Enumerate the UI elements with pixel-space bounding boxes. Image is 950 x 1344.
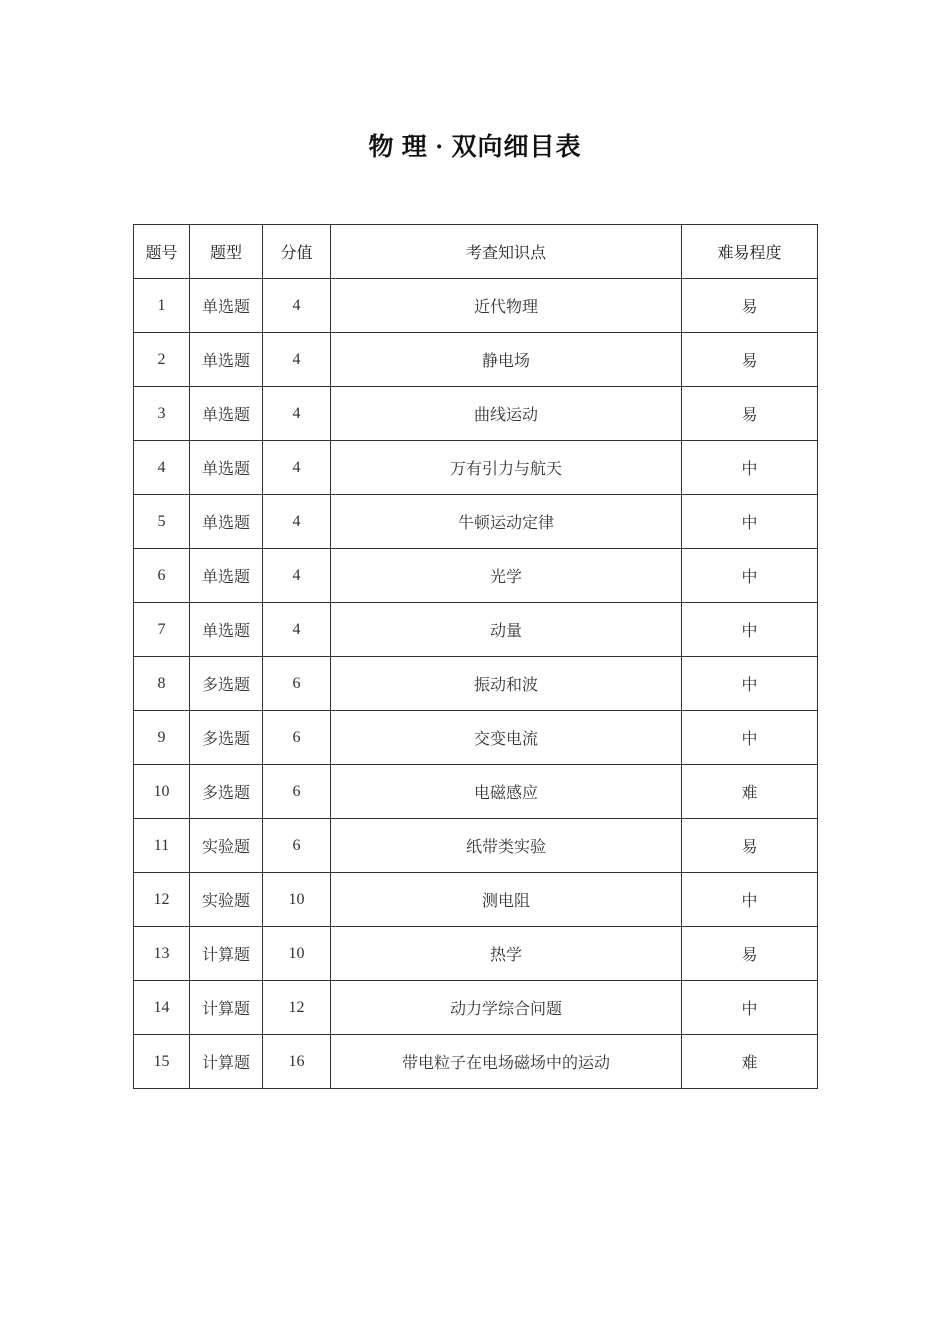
cell-score: 4 <box>263 549 331 603</box>
cell-knowledge-point: 动力学综合问题 <box>331 981 682 1035</box>
table-row <box>134 765 818 819</box>
cell-question-number: 7 <box>134 603 190 657</box>
cell-question-type: 单选题 <box>190 495 263 549</box>
cell-question-type: 实验题 <box>190 819 263 873</box>
table-row <box>134 333 818 387</box>
cell-difficulty: 难 <box>682 765 818 819</box>
cell-question-type: 多选题 <box>190 711 263 765</box>
cell-score: 4 <box>263 441 331 495</box>
cell-difficulty: 易 <box>682 927 818 981</box>
cell-question-type: 多选题 <box>190 765 263 819</box>
cell-difficulty: 中 <box>682 981 818 1035</box>
table-row <box>134 387 818 441</box>
cell-score: 6 <box>263 657 331 711</box>
cell-difficulty: 中 <box>682 495 818 549</box>
cell-knowledge-point: 交变电流 <box>331 711 682 765</box>
cell-question-number: 2 <box>134 333 190 387</box>
header-difficulty: 难易程度 <box>682 225 818 279</box>
cell-question-type: 单选题 <box>190 387 263 441</box>
cell-question-number: 10 <box>134 765 190 819</box>
cell-question-type: 计算题 <box>190 1035 263 1089</box>
cell-score: 6 <box>263 819 331 873</box>
cell-score: 4 <box>263 603 331 657</box>
table-body <box>134 279 818 1089</box>
table-row <box>134 495 818 549</box>
cell-knowledge-point: 电磁感应 <box>331 765 682 819</box>
cell-score: 12 <box>263 981 331 1035</box>
cell-knowledge-point: 曲线运动 <box>331 387 682 441</box>
cell-question-type: 计算题 <box>190 981 263 1035</box>
cell-question-type: 计算题 <box>190 927 263 981</box>
cell-score: 16 <box>263 1035 331 1089</box>
cell-difficulty: 中 <box>682 603 818 657</box>
cell-score: 4 <box>263 333 331 387</box>
cell-knowledge-point: 牛顿运动定律 <box>331 495 682 549</box>
header-score: 分值 <box>263 225 331 279</box>
cell-question-type: 单选题 <box>190 279 263 333</box>
cell-knowledge-point: 静电场 <box>331 333 682 387</box>
cell-score: 4 <box>263 279 331 333</box>
table-row <box>134 819 818 873</box>
cell-difficulty: 易 <box>682 819 818 873</box>
header-question-number: 题号 <box>134 225 190 279</box>
cell-score: 10 <box>263 927 331 981</box>
page-title: 物 理 · 双向细目表 <box>368 134 582 161</box>
table-row <box>134 603 818 657</box>
cell-question-number: 1 <box>134 279 190 333</box>
cell-score: 6 <box>263 765 331 819</box>
cell-question-number: 6 <box>134 549 190 603</box>
cell-knowledge-point: 热学 <box>331 927 682 981</box>
cell-knowledge-point: 振动和波 <box>331 657 682 711</box>
cell-knowledge-point: 测电阻 <box>331 873 682 927</box>
table-header-row <box>134 225 818 279</box>
cell-question-number: 14 <box>134 981 190 1035</box>
table-row <box>134 927 818 981</box>
cell-question-number: 5 <box>134 495 190 549</box>
cell-question-number: 12 <box>134 873 190 927</box>
table-row <box>134 981 818 1035</box>
table-row <box>134 711 818 765</box>
cell-question-type: 实验题 <box>190 873 263 927</box>
cell-difficulty: 中 <box>682 711 818 765</box>
cell-difficulty: 中 <box>682 549 818 603</box>
cell-knowledge-point: 纸带类实验 <box>331 819 682 873</box>
table-row <box>134 1035 818 1089</box>
cell-difficulty: 易 <box>682 279 818 333</box>
cell-question-number: 8 <box>134 657 190 711</box>
cell-question-type: 多选题 <box>190 657 263 711</box>
cell-question-number: 9 <box>134 711 190 765</box>
cell-difficulty: 易 <box>682 387 818 441</box>
cell-knowledge-point: 近代物理 <box>331 279 682 333</box>
table-row <box>134 441 818 495</box>
cell-difficulty: 中 <box>682 657 818 711</box>
cell-knowledge-point: 光学 <box>331 549 682 603</box>
cell-question-number: 15 <box>134 1035 190 1089</box>
cell-difficulty: 中 <box>682 441 818 495</box>
cell-knowledge-point: 万有引力与航天 <box>331 441 682 495</box>
cell-question-number: 3 <box>134 387 190 441</box>
table-row <box>134 873 818 927</box>
cell-difficulty: 难 <box>682 1035 818 1089</box>
cell-question-number: 13 <box>134 927 190 981</box>
cell-question-type: 单选题 <box>190 333 263 387</box>
cell-question-type: 单选题 <box>190 603 263 657</box>
cell-question-number: 4 <box>134 441 190 495</box>
header-question-type: 题型 <box>190 225 263 279</box>
cell-question-type: 单选题 <box>190 441 263 495</box>
cell-knowledge-point: 带电粒子在电场磁场中的运动 <box>331 1035 682 1089</box>
cell-difficulty: 易 <box>682 333 818 387</box>
cell-score: 4 <box>263 387 331 441</box>
cell-score: 10 <box>263 873 331 927</box>
cell-score: 6 <box>263 711 331 765</box>
header-knowledge-point: 考查知识点 <box>331 225 682 279</box>
cell-score: 4 <box>263 495 331 549</box>
table-row <box>134 657 818 711</box>
cell-question-type: 单选题 <box>190 549 263 603</box>
cell-knowledge-point: 动量 <box>331 603 682 657</box>
cell-difficulty: 中 <box>682 873 818 927</box>
spec-table <box>133 224 818 1089</box>
cell-question-number: 11 <box>134 819 190 873</box>
table-row <box>134 279 818 333</box>
table-row <box>134 549 818 603</box>
